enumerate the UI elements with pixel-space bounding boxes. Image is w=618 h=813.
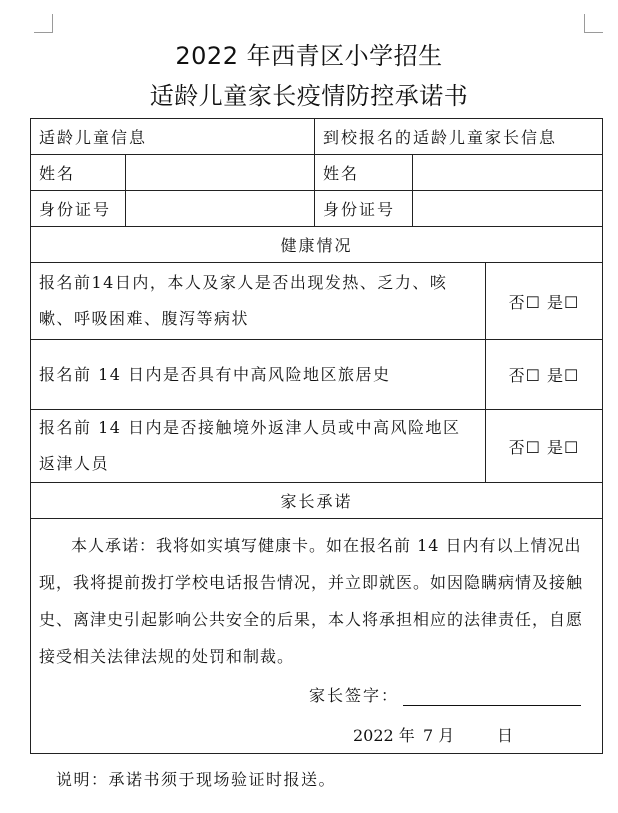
health-question-1: 报名前14日内，本人及家人是否出现发热、乏力、咳嗽、呼吸困难、腹泻等病状: [31, 263, 486, 340]
pledge-statement: 本人承诺：我将如实填写健康卡。如在报名前 14 日内有以上情况出现，我将提前拨打学校电话报告情况，并立即就医。如因隐瞒病情及接触史、离津史引起影响公共安全的后果，本人将承担相应的法律责任，自愿接受相关法律法规的处罚和制裁。: [39, 536, 584, 666]
child-info-header: 适龄儿童信息: [31, 119, 315, 155]
page-corner-mark-right: [584, 14, 603, 33]
health-answer-1-checkboxes[interactable]: 否☐ 是☐: [486, 263, 603, 340]
info-header-row: [31, 119, 603, 155]
parent-info-header: 到校报名的适龄儿童家长信息: [315, 119, 603, 155]
parent-id-label: 身份证号: [315, 191, 413, 227]
date-day: 日: [497, 726, 514, 745]
date-month: 7 月: [423, 726, 455, 745]
health-question-row: [31, 410, 603, 483]
document-title-line2: 适龄儿童家长疫情防控承诺书: [149, 82, 469, 110]
parent-name-label: 姓名: [315, 155, 413, 191]
health-header-row: [31, 227, 603, 263]
pledge-section-header: 家长承诺: [31, 483, 603, 519]
health-section-header: 健康情况: [31, 227, 603, 263]
health-answer-2-checkboxes[interactable]: 否☐ 是☐: [486, 340, 603, 410]
health-answer-3-checkboxes[interactable]: 否☐ 是☐: [486, 410, 603, 483]
signature-row: [31, 683, 602, 711]
pledge-header-row: [31, 483, 603, 519]
document-title-line1: 2022 年西青区小学招生: [175, 42, 443, 70]
health-question-row: [31, 340, 603, 410]
commitment-form-table: [30, 118, 603, 754]
child-id-label: 身份证号: [31, 191, 126, 227]
child-id-field[interactable]: [126, 191, 315, 227]
child-name-label: 姓名: [31, 155, 126, 191]
parent-name-field[interactable]: [413, 155, 603, 191]
name-row: [31, 155, 603, 191]
page-corner-mark-left: [34, 14, 53, 33]
health-question-row: [31, 263, 603, 340]
id-row: [31, 191, 603, 227]
parent-id-field[interactable]: [413, 191, 603, 227]
parent-signature-label: 家长签字：: [309, 686, 400, 705]
pledge-body-row: [31, 519, 603, 754]
date-year: 2022 年: [353, 726, 415, 745]
child-name-field[interactable]: [126, 155, 315, 191]
health-question-2: 报名前 14 日内是否具有中高风险地区旅居史: [31, 340, 486, 410]
date-row: [31, 723, 602, 753]
footer-note: 说明：承诺书须于现场验证时报送。: [56, 770, 337, 789]
signature-line[interactable]: [403, 705, 581, 706]
health-question-3: 报名前 14 日内是否接触境外返津人员或中高风险地区返津人员: [31, 410, 486, 483]
